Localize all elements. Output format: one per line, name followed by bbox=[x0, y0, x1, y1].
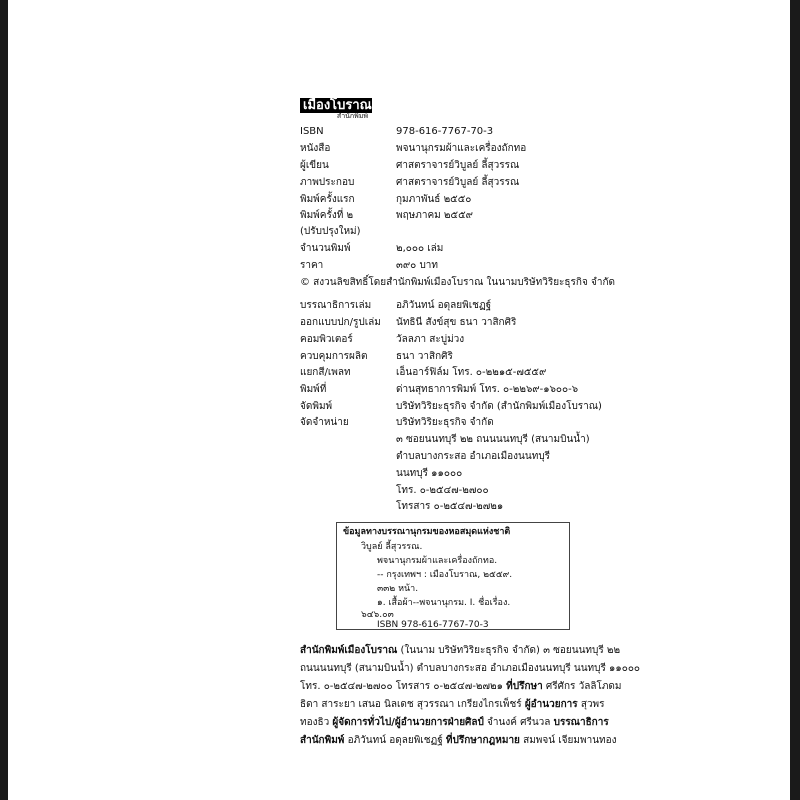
info-value: ศาสตราจารย์วิบูลย์ ลี้สุวรรณ bbox=[396, 177, 520, 188]
catalog-class-number: ๖๔๖.๐๓ bbox=[361, 610, 394, 620]
staff-label: แยกสี/เพลท bbox=[300, 367, 351, 378]
footer-text: โทร. ๐-๒๕๔๗-๒๗๐๐ โทรสาร ๐-๒๕๔๗-๒๗๒๑ bbox=[300, 681, 507, 692]
staff-label: คอมพิวเตอร์ bbox=[300, 334, 353, 345]
staff-value: อภิวันทน์ อดุลยพิเชฏฐ์ bbox=[396, 300, 492, 311]
staff-value: บริษัทวิริยะธุรกิจ จำกัด (สำนักพิมพ์เมืองโบราณ) bbox=[396, 401, 602, 412]
staff-value: ธนา วาสิกศิริ bbox=[396, 351, 453, 362]
info-value: พฤษภาคม ๒๕๕๙ bbox=[396, 210, 473, 221]
footer-text: ศรีศักร วัลลิโภดม bbox=[542, 681, 622, 692]
footer-editor-label: บรรณาธิการ bbox=[553, 717, 609, 728]
footer-text: สมพจน์ เจียมพานทอง bbox=[519, 735, 617, 746]
info-label: จำนวนพิมพ์ bbox=[300, 243, 351, 254]
logo-sub-text: สำนักพิมพ์ bbox=[336, 112, 368, 120]
footer-text: (ในนาม บริษัทวิริยะธุรกิจ จำกัด) ๓ ซอยนนทบุรี ๒๒ bbox=[397, 645, 621, 656]
catalog-isbn: ISBN 978-616-7767-70-3 bbox=[377, 620, 489, 630]
footer-director-label: ผู้อำนวยการ bbox=[524, 699, 578, 710]
staff-value: เอ็นอาร์ฟิล์ม โทร. ๐-๒๒๑๕-๗๕๕๙ bbox=[396, 367, 547, 378]
staff-value: บริษัทวิริยะธุรกิจ จำกัด bbox=[396, 417, 494, 428]
info-value: ๓๙๐ บาท bbox=[396, 260, 438, 271]
info-value: 978-616-7767-70-3 bbox=[396, 126, 494, 137]
info-value: ๒,๐๐๐ เล่ม bbox=[396, 243, 444, 254]
catalog-author: วิบูลย์ ลี้สุวรรณ. bbox=[361, 542, 423, 552]
catalog-pages: ๓๓๒ หน้า. bbox=[377, 584, 419, 594]
footer-line bbox=[300, 680, 630, 694]
copyright-page bbox=[8, 0, 790, 800]
info-label: พิมพ์ครั้งแรก bbox=[300, 194, 355, 205]
staff-value: ด่านสุทธาการพิมพ์ โทร. ๐-๒๒๖๙-๑๖๐๐-๖ bbox=[396, 384, 579, 395]
info-label: พิมพ์ครั้งที่ ๒ bbox=[300, 210, 354, 221]
footer-editor-label-cont: สำนักพิมพ์ bbox=[300, 735, 345, 746]
footer-line bbox=[300, 644, 630, 658]
staff-label: จัดพิมพ์ bbox=[300, 401, 333, 412]
footer-line bbox=[300, 662, 641, 676]
staff-label: จัดจำหน่าย bbox=[300, 417, 349, 428]
address-line: ตำบลบางกระสอ อำเภอเมืองนนทบุรี bbox=[396, 451, 551, 462]
footer-text: ถนนนนทบุรี (สนามบินน้ำ) ตำบลบางกระสอ อำเภอเมืองนนทบุรี นนทบุรี ๑๑๐๐๐ bbox=[300, 663, 641, 674]
footer-text: จำนงค์ ศรีนวล bbox=[483, 717, 554, 728]
address-phone: โทร. ๐-๒๕๔๗-๒๗๐๐ bbox=[396, 485, 489, 496]
info-value: กุมภาพันธ์ ๒๕๕๐ bbox=[396, 194, 472, 205]
info-value: พจนานุกรมผ้าและเครื่องถักทอ bbox=[396, 143, 527, 154]
staff-value: นัทธินี สังข์สุข ธนา วาสิกศิริ bbox=[396, 317, 517, 328]
footer-text: ธิดา สาระยา เสนอ นิลเดช สุวรรณา เกรียงไกรเพ็ชร์ bbox=[300, 699, 525, 710]
footer-publisher-name: สำนักพิมพ์เมืองโบราณ bbox=[300, 645, 398, 656]
address-line: นนทบุรี ๑๑๐๐๐ bbox=[396, 468, 463, 479]
staff-label: บรรณาธิการเล่ม bbox=[300, 300, 372, 311]
info-label: ภาพประกอบ bbox=[300, 177, 355, 188]
staff-value: วัลลภา สะบู่ม่วง bbox=[396, 334, 465, 345]
catalog-box bbox=[336, 522, 570, 630]
catalog-subjects: ๑. เสื้อผ้า--พจนานุกรม. I. ชื่อเรื่อง. bbox=[377, 598, 511, 608]
staff-label: พิมพ์ที่ bbox=[300, 384, 327, 395]
copyright-notice: © สงวนลิขสิทธิ์โดยสำนักพิมพ์เมืองโบราณ ในนามบริษัทวิริยะธุรกิจ จำกัด bbox=[300, 277, 616, 288]
info-label: ผู้เขียน bbox=[300, 160, 329, 171]
footer-legal-label: ที่ปรึกษากฎหมาย bbox=[445, 735, 520, 746]
footer-line bbox=[300, 716, 630, 730]
footer-text: อภิวันทน์ อดุลยพิเชฏฐ์ bbox=[344, 735, 446, 746]
logo-main-text: เมืองโบราณ bbox=[300, 98, 372, 113]
footer-text: สุวพร bbox=[577, 699, 605, 710]
catalog-book: พจนานุกรมผ้าและเครื่องถักทอ. bbox=[377, 556, 498, 566]
catalog-title: ข้อมูลทางบรรณานุกรมของหอสมุดแห่งชาติ bbox=[343, 527, 511, 537]
footer-advisor-label: ที่ปรึกษา bbox=[506, 681, 543, 692]
footer-text: ทองธิว bbox=[300, 717, 333, 728]
info-label: (ปรับปรุงใหม่) bbox=[300, 226, 361, 237]
catalog-publisher: -- กรุงเทพฯ : เมืองโบราณ, ๒๕๕๙. bbox=[377, 570, 513, 580]
footer-gm-label: ผู้จัดการทั่วไป/ผู้อำนวยการฝ่ายศิลป์ bbox=[332, 717, 484, 728]
info-label: ราคา bbox=[300, 260, 324, 271]
footer-line bbox=[300, 698, 630, 712]
info-label: หนังสือ bbox=[300, 143, 331, 154]
address-line: ๓ ซอยนนทบุรี ๒๒ ถนนนนทบุรี (สนามบินน้ำ) bbox=[396, 434, 590, 445]
info-value: ศาสตราจารย์วิบูลย์ ลี้สุวรรณ bbox=[396, 160, 520, 171]
publisher-logo bbox=[300, 98, 372, 120]
staff-label: ควบคุมการผลิต bbox=[300, 351, 368, 362]
info-label: ISBN bbox=[300, 126, 324, 137]
footer-line bbox=[300, 734, 630, 748]
address-fax: โทรสาร ๐-๒๕๔๗-๒๗๒๑ bbox=[396, 501, 504, 512]
staff-label: ออกแบบปก/รูปเล่ม bbox=[300, 317, 381, 328]
